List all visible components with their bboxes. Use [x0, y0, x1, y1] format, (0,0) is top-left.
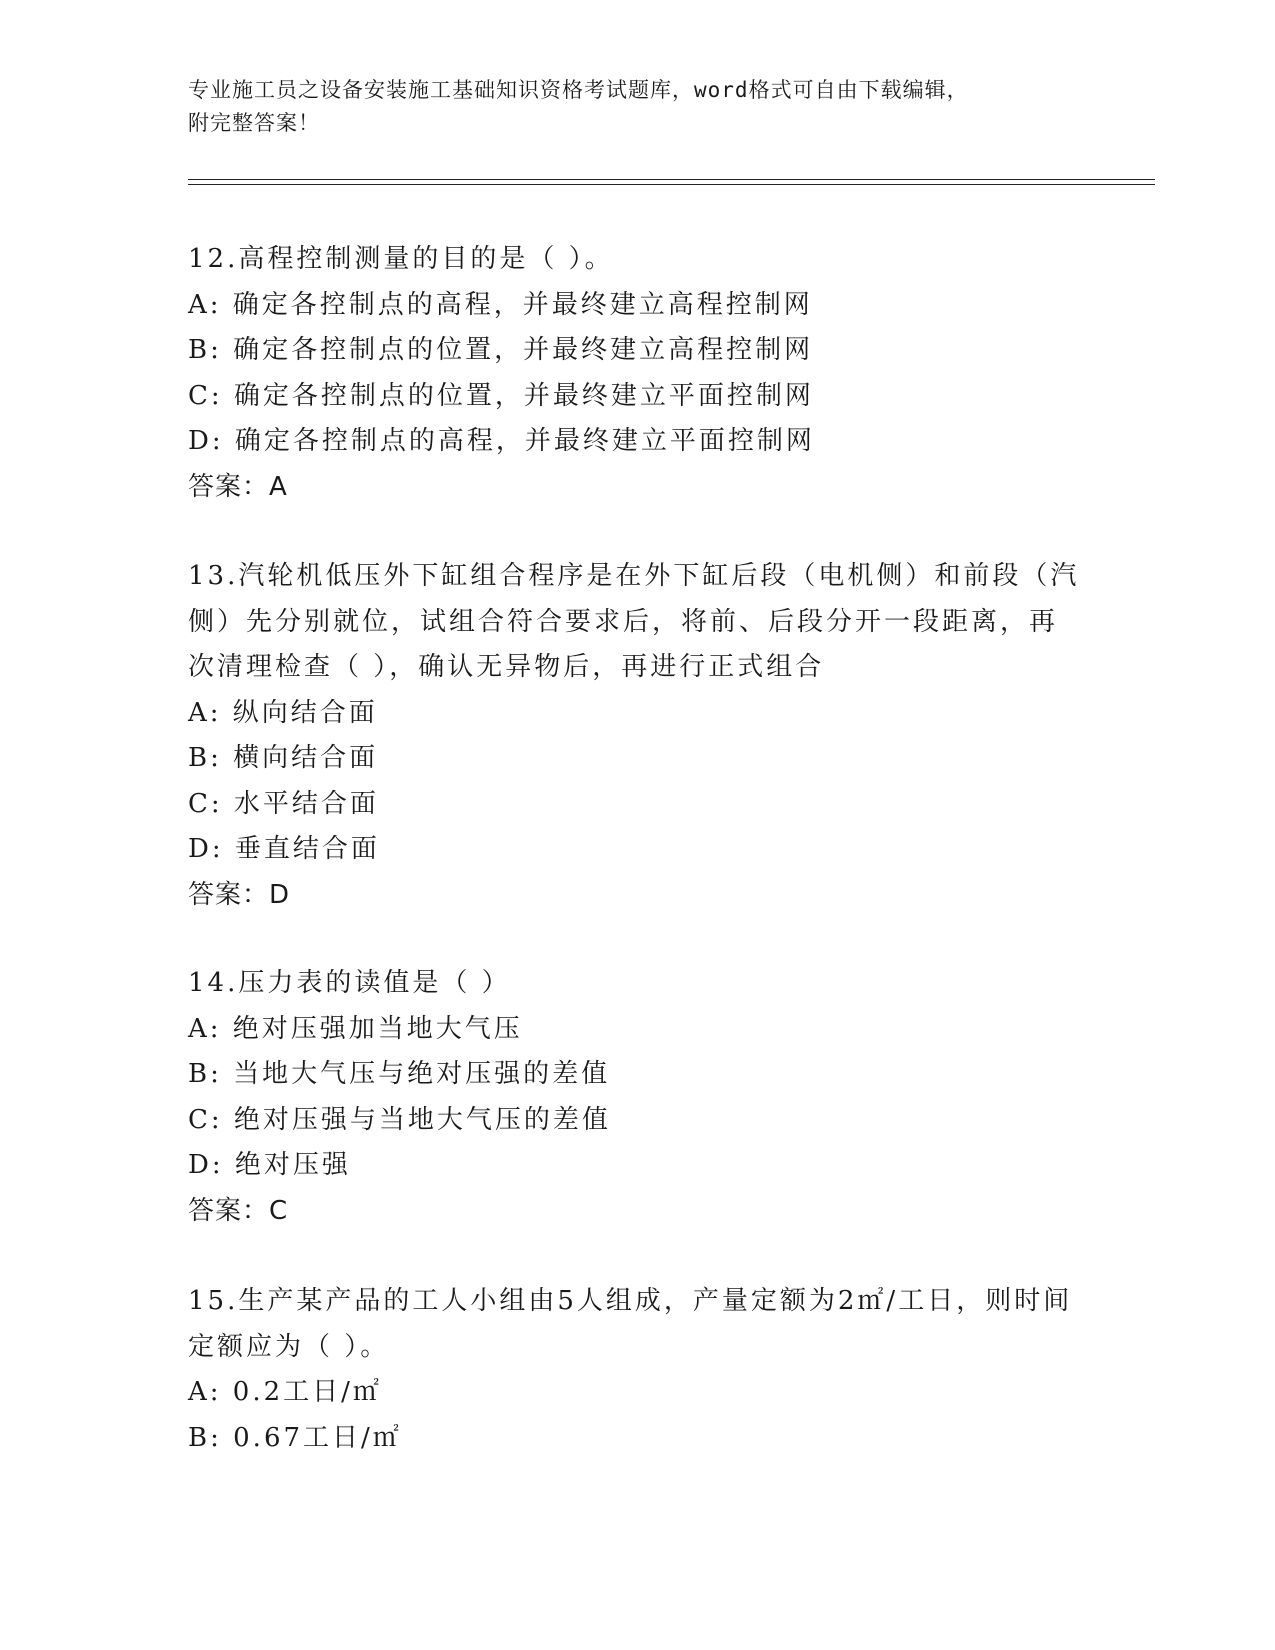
header-divider-bottom	[188, 184, 1155, 185]
question-15	[188, 1279, 1088, 1461]
stem-line: 14.压力表的读值是（ ）	[188, 968, 511, 998]
stem-line: 12.高程控制测量的目的是（ ）。	[188, 244, 614, 274]
question-13	[188, 554, 1088, 918]
question-stem	[188, 237, 1088, 283]
option-d: D: 绝对压强	[188, 1150, 351, 1180]
option-b: B: 当地大气压与绝对压强的差值	[188, 1059, 611, 1089]
option-b: B: 横向结合面	[188, 743, 379, 773]
header-line-1: 专业施工员之设备安装施工基础知识资格考试题库，word格式可自由下载编辑，	[188, 78, 969, 102]
stem-line: 侧）先分别就位，试组合符合要求后，将前、后段分开一段距离，再	[188, 606, 1059, 637]
option-b: B: 确定各控制点的位置，并最终建立高程控制网	[188, 335, 814, 365]
stem-line: 次清理检查（ ），确认无异物后，再进行正式组合	[188, 652, 825, 682]
header-divider-top	[188, 179, 1155, 180]
option-a: A: 绝对压强加当地大气压	[188, 1013, 523, 1044]
option-a: A: 0.2工日/㎡	[188, 1377, 382, 1407]
option-d: D: 确定各控制点的高程，并最终建立平面控制网	[188, 426, 815, 456]
option-c: C: 水平结合面	[188, 788, 379, 819]
answer: 答案：D	[188, 879, 291, 910]
stem-line: 定额应为（ ）。	[188, 1331, 390, 1362]
question-stem	[188, 961, 1088, 1007]
option-d: D: 垂直结合面	[188, 834, 380, 864]
question-stem	[188, 1279, 1088, 1370]
question-stem	[188, 554, 1088, 691]
header-line-2: 附完整答案！	[188, 111, 320, 135]
answer: 答案：C	[188, 1195, 289, 1226]
answer: 答案：A	[188, 471, 288, 502]
option-b: B: 0.67工日/㎡	[188, 1422, 402, 1453]
question-12	[188, 237, 1088, 510]
option-a: A: 纵向结合面	[188, 697, 378, 728]
stem-line: 15.生产某产品的工人小组由5人组成，产量定额为2㎡/工日，则时间	[188, 1286, 1073, 1316]
document-header	[188, 74, 1088, 140]
question-14	[188, 961, 1088, 1234]
option-a: A: 确定各控制点的高程，并最终建立高程控制网	[188, 289, 813, 320]
stem-line: 13.汽轮机低压外下缸组合程序是在外下缸后段（电机侧）和前段（汽	[188, 561, 1080, 591]
option-c: C: 确定各控制点的位置，并最终建立平面控制网	[188, 380, 814, 411]
option-c: C: 绝对压强与当地大气压的差值	[188, 1104, 611, 1135]
